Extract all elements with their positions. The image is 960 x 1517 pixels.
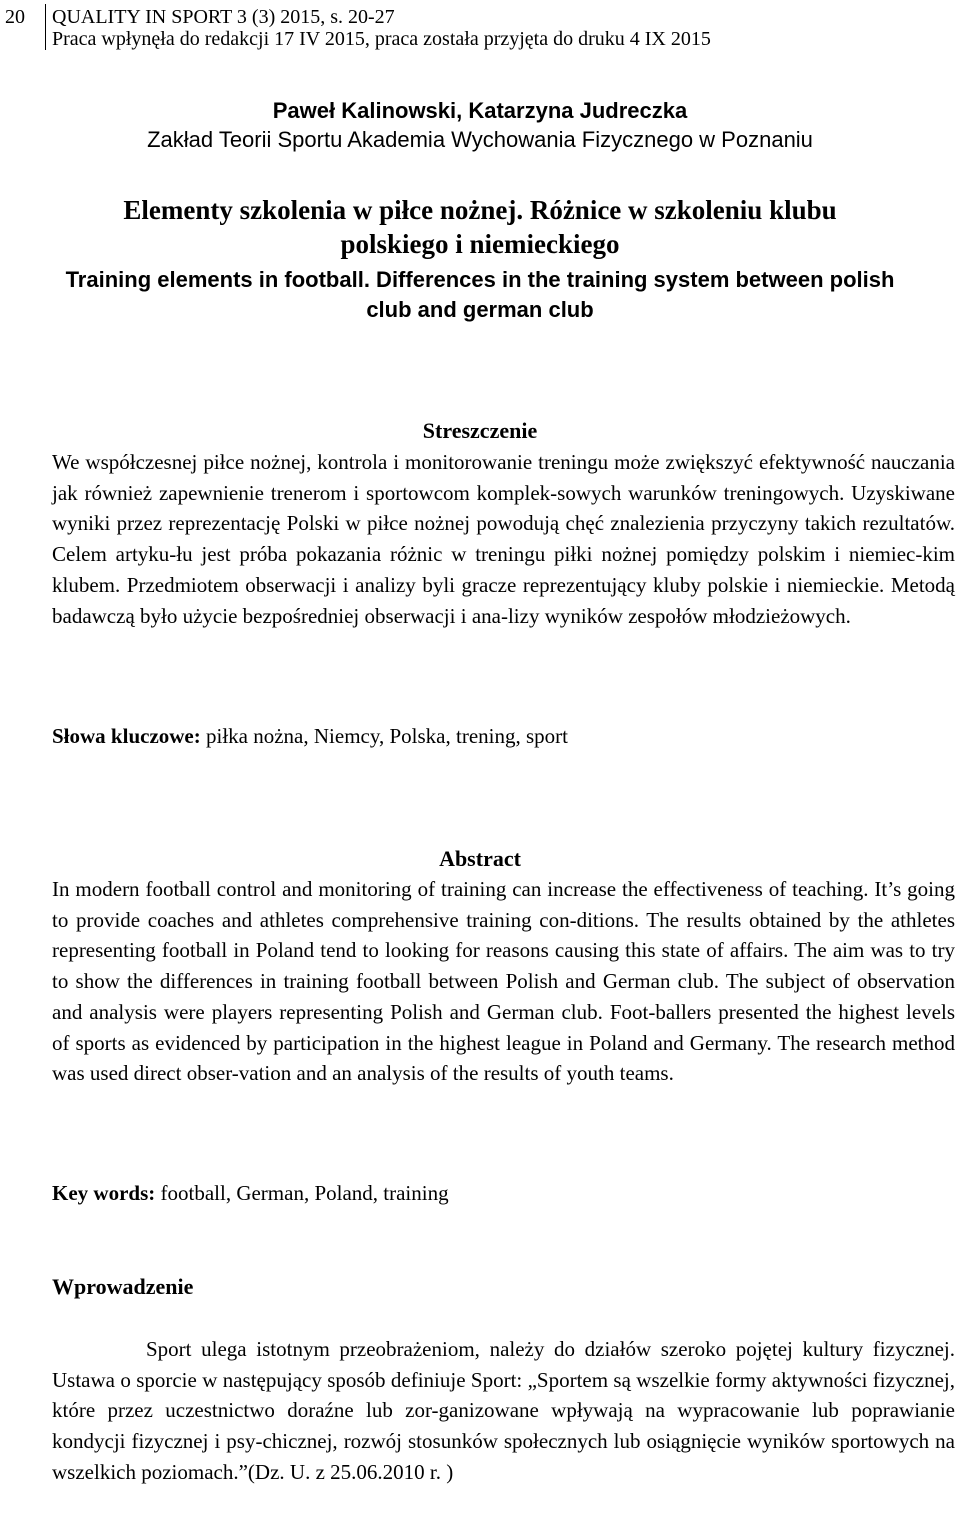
journal-citation: QUALITY IN SPORT 3 (3) 2015, s. 20-27 [52,6,395,28]
abstract-heading: Abstract [439,846,521,871]
title-english [0,265,960,325]
abstract-text: In modern football control and monitoring of training can increase the effectiveness of teaching. It’s going to provide coaches and athletes comprehensive training con-ditions. The results obtained by the athletes representing football in Poland tend to looking for reasons causing this state of affairs. The aim was to try to show the differences in training football between Polish and German club. The subject of observation and analysis were players representing Polish and German club. Foot-ballers presented the highest levels of sports as evidenced by participation in the highest league in Poland and Germany. The research method was used direct obser-vation and an analysis of the results of youth teams. [52,877,955,1086]
title-polish-line2: polskiego i niemieckiego [340,229,620,259]
running-header [0,2,960,50]
wprowadzenie-text: Sport ulega istotnym przeobrażeniom, należy do działów szeroko pojętej kultury fizycznej. Ustawa o sporcie w następujący sposób definiuje Sport: „Sportem są wszelkie formy aktywności fizycznej, które przez uczestnictwo doraźne lub zor-ganizowane wpływają na wypracowanie lub poprawianie kondycji fizycznej i psy-chicznej, rozwój stosunków społecznych lub osiągnięcie wyników sportowych na wszelkich poziomach.”(Dz. U. z 25.06.2010 r. ) [52,1337,955,1484]
keywords-english [52,1181,449,1206]
streszczenie-heading: Streszczenie [422,418,538,443]
wprowadzenie-heading: Wprowadzenie [52,1274,194,1299]
received-note: Praca wpłynęła do redakcji 17 IV 2015, praca została przyjęta do druku 4 IX 2015 [52,28,711,50]
streszczenie-text: We współczesnej piłce nożnej, kontrola i monitorowanie treningu może zwiększyć efektywność nauczania jak również zapewnienie trenerom i sportowcom komplek-sowych warunków treningowych. Uzyskiwane wyniki przez reprezentację Polski w piłce nożnej powodują chęć znalezienia przyczyny takich rezultatów. Celem artyku-łu jest próba pokazania różnic w treningu piłki nożnej pomiędzy polskim i niemiec-kim klubem. Przedmiotem obserwacji i analizy byli gracze reprezentujący kluby polskie i niemieckie. Metodą badawczą było użycie bezpośredniej obserwacji i ana-lizy wyników zespołów młodzieżowych. [52,450,955,628]
header-divider [45,4,46,50]
keywords-english-value: football, German, Poland, training [155,1181,449,1205]
title-polish-line1: Elementy szkolenia w piłce nożnej. Różnice w szkoleniu klubu [123,195,837,225]
affiliation: Zakład Teorii Sportu Akademia Wychowania Fizycznego w Poznaniu [147,127,813,152]
keywords-polish [52,724,568,749]
authors: Paweł Kalinowski, Katarzyna Judreczka [272,98,688,123]
keywords-polish-label: Słowa kluczowe: [52,724,201,748]
page-number: 20 [5,6,25,28]
title-polish [0,193,960,261]
title-english-line1: Training elements in football. Differences in the training system between polish [65,267,895,292]
keywords-polish-value: piłka nożna, Niemcy, Polska, trening, sport [200,724,568,748]
title-english-line2: club and german club [366,297,594,322]
keywords-english-label: Key words: [52,1181,156,1205]
